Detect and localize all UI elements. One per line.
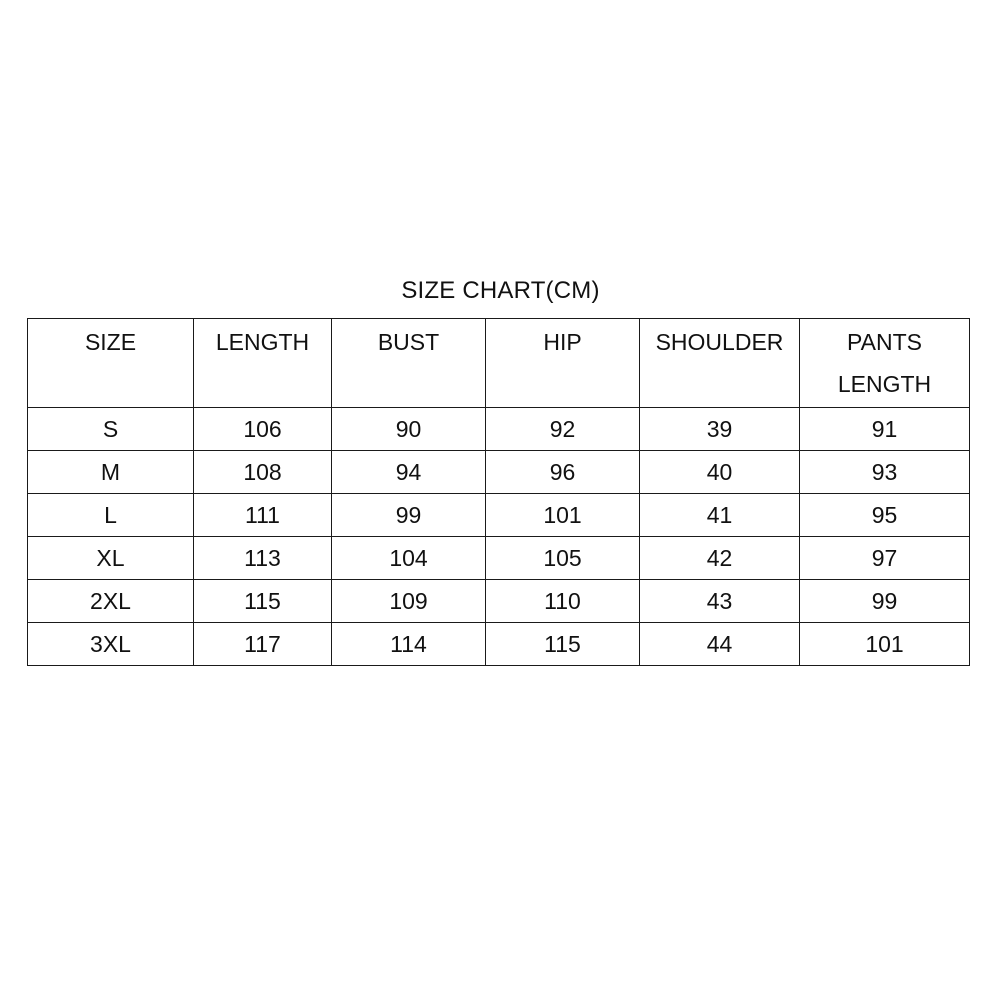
table-row — [28, 623, 970, 666]
table-row — [28, 580, 970, 623]
table-row — [28, 408, 970, 451]
cell-size: XL — [28, 537, 194, 580]
chart-title: SIZE CHART(CM) — [401, 277, 600, 304]
header-pants-length-line2: LENGTH — [837, 371, 932, 397]
header-bust — [332, 319, 486, 408]
cell-size: 3XL — [28, 623, 194, 666]
cell-length: 106 — [194, 408, 332, 451]
header-length-label: LENGTH — [215, 329, 310, 355]
cell-length: 115 — [194, 580, 332, 623]
cell-bust: 94 — [332, 451, 486, 494]
header-size-label: SIZE — [84, 329, 137, 355]
table-row — [28, 451, 970, 494]
cell-shoulder: 40 — [640, 451, 800, 494]
cell-pants-length: 99 — [800, 580, 970, 623]
header-bust-label: BUST — [377, 329, 440, 355]
cell-shoulder: 42 — [640, 537, 800, 580]
cell-bust: 90 — [332, 408, 486, 451]
header-length — [194, 319, 332, 408]
cell-length: 117 — [194, 623, 332, 666]
header-pants-length-line1: PANTS — [847, 329, 922, 355]
cell-shoulder: 41 — [640, 494, 800, 537]
cell-length: 108 — [194, 451, 332, 494]
cell-shoulder: 44 — [640, 623, 800, 666]
cell-shoulder: 43 — [640, 580, 800, 623]
header-pants-length — [800, 319, 970, 408]
header-shoulder-label: SHOULDER — [655, 329, 784, 355]
header-row — [28, 319, 970, 408]
cell-hip: 101 — [486, 494, 640, 537]
header-hip — [486, 319, 640, 408]
cell-hip: 105 — [486, 537, 640, 580]
cell-bust: 99 — [332, 494, 486, 537]
header-size — [28, 319, 194, 408]
cell-pants-length: 93 — [800, 451, 970, 494]
cell-shoulder: 39 — [640, 408, 800, 451]
cell-size: 2XL — [28, 580, 194, 623]
table-row — [28, 537, 970, 580]
cell-pants-length: 101 — [800, 623, 970, 666]
cell-size: L — [28, 494, 194, 537]
cell-hip: 110 — [486, 580, 640, 623]
cell-hip: 115 — [486, 623, 640, 666]
cell-hip: 92 — [486, 408, 640, 451]
header-hip-label: HIP — [543, 329, 582, 355]
header-shoulder — [640, 319, 800, 408]
cell-size: M — [28, 451, 194, 494]
cell-hip: 96 — [486, 451, 640, 494]
size-chart-table — [27, 318, 970, 666]
cell-pants-length: 97 — [800, 537, 970, 580]
cell-pants-length: 95 — [800, 494, 970, 537]
cell-bust: 104 — [332, 537, 486, 580]
cell-size: S — [28, 408, 194, 451]
cell-bust: 114 — [332, 623, 486, 666]
cell-length: 113 — [194, 537, 332, 580]
cell-length: 111 — [194, 494, 332, 537]
table-row — [28, 494, 970, 537]
cell-pants-length: 91 — [800, 408, 970, 451]
cell-bust: 109 — [332, 580, 486, 623]
